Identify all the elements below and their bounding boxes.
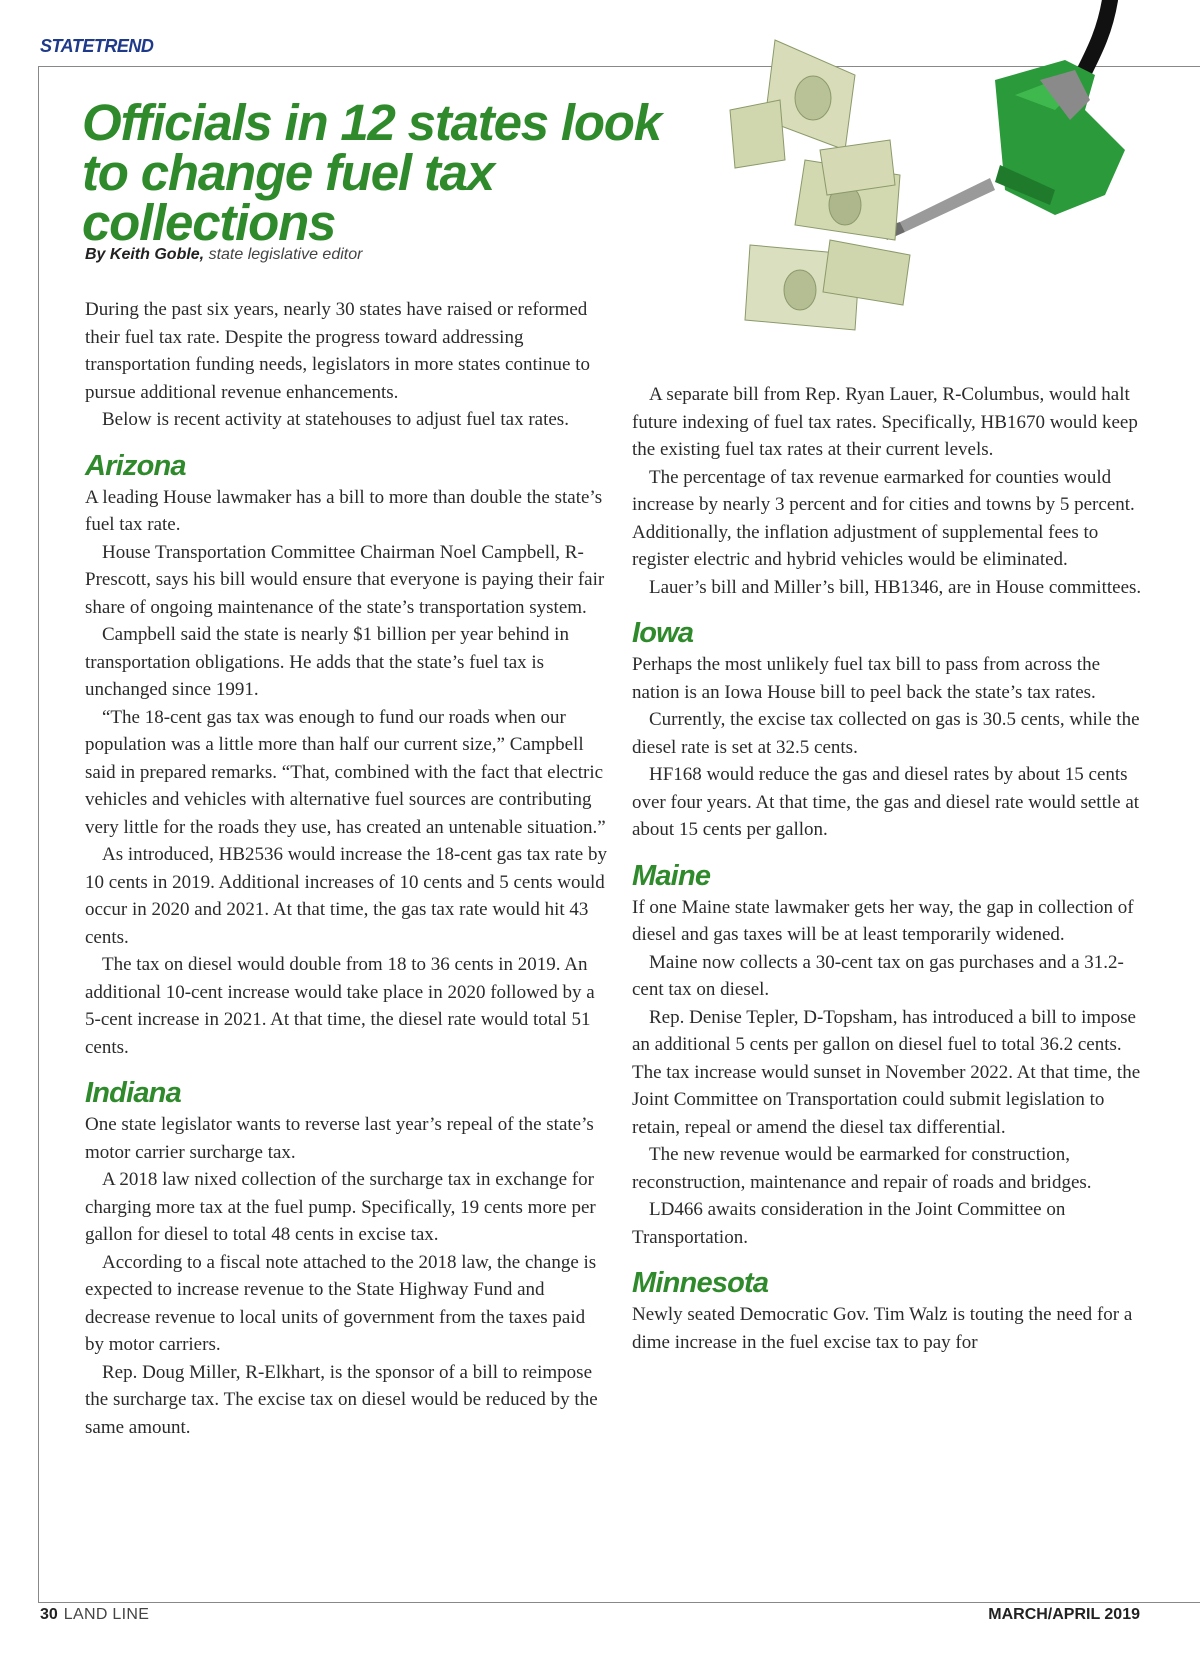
article-column-left [85, 296, 607, 1441]
fuel-nozzle-money-illustration [655, 0, 1200, 370]
body-paragraph: The percentage of tax revenue earmarked for counties would increase by nearly 3 percent and for cities and towns by 5 percent. Additionally, the inflation adjustment of supplemental fees to register electric and hybrid vehicles would be eliminated. [632, 466, 1135, 570]
body-paragraph: HF168 would reduce the gas and diesel rates by about 15 cents over four years. At that time, the gas and diesel rate would settle at about 15 cents per gallon. [632, 764, 1140, 840]
intro-paragraph: Below is recent activity at statehouses to adjust fuel tax rates. [102, 409, 569, 430]
headline-line-1: Officials in 12 states look [82, 94, 661, 151]
body-paragraph: A separate bill from Rep. Ryan Lauer, R-Columbus, would halt future indexing of fuel tax rates. Specifically, HB1670 would keep the existing fuel tax rates at their current levels. [632, 384, 1138, 460]
frame-rule-bottom [38, 1602, 1200, 1603]
body-paragraph: A 2018 law nixed collection of the surcharge tax in exchange for charging more tax at the fuel pump. Specifically, 19 cents more per gallon for diesel to total 48 cents in excise tax. [85, 1169, 596, 1245]
byline-role: state legislative editor [208, 246, 363, 263]
section-heading-iowa: Iowa [632, 617, 694, 649]
frame-rule-left [38, 66, 39, 1602]
headline-line-2: to change fuel tax collections [82, 144, 494, 251]
byline-author: By Keith Goble, [85, 246, 205, 263]
section-heading-indiana: Indiana [85, 1077, 181, 1109]
body-paragraph: Maine now collects a 30-cent tax on gas purchases and a 31.2-cent tax on diesel. [632, 951, 1124, 1000]
footer-folio [40, 1606, 149, 1624]
body-paragraph: If one Maine state lawmaker gets her way, the gap in collection of diesel and gas taxes will be at least temporarily widened. [632, 896, 1134, 945]
section-heading-minnesota: Minnesota [632, 1267, 769, 1299]
issue-date: MARCH/APRIL 2019 [988, 1606, 1140, 1623]
page-number: 30 [40, 1606, 58, 1623]
section-heading-arizona: Arizona [85, 449, 186, 482]
body-paragraph: As introduced, HB2536 would increase the 18-cent gas tax rate by 10 cents in 2019. Additional increases of 10 cents and 5 cents would occur in 2020 and 2021. At that time, the gas tax rate would hit 43 cents. [85, 844, 607, 948]
body-paragraph: The new revenue would be earmarked for construction, reconstruction, maintenance and repair of roads and bridges. [632, 1144, 1092, 1193]
body-paragraph: LD466 awaits consideration in the Joint Committee on Transportation. [632, 1199, 1066, 1248]
body-paragraph: Rep. Denise Tepler, D-Topsham, has introduced a bill to impose an additional 5 cents per gallon on diesel fuel to total 36.2 cents. The tax increase would sunset in November 2022. At that time, the Joint Committee on Transportation could submit legislation to retain, repeal or amend the diesel tax differential. [632, 1006, 1141, 1138]
body-paragraph: Newly seated Democratic Gov. Tim Walz is touting the need for a dime increase in the fuel excise tax to pay for [632, 1304, 1133, 1353]
body-paragraph: A leading House lawmaker has a bill to more than double the state’s fuel tax rate. [85, 486, 603, 535]
body-paragraph: “The 18-cent gas tax was enough to fund our roads when our population was a little more than half our current size,” Campbell said in prepared remarks. “That, combined with the fact that electric vehicles and vehicles with alternative fuel sources are contributing very little for the roads they use, has created an untenable situation.” [85, 706, 606, 838]
body-paragraph: One state legislator wants to reverse last year’s repeal of the state’s motor carrier surcharge tax. [85, 1114, 594, 1163]
byline [85, 246, 362, 264]
section-kicker: STATETREND [40, 36, 154, 56]
body-paragraph: The tax on diesel would double from 18 to 36 cents in 2019. An additional 10-cent increase would take place in 2020 followed by a 5-cent increase in 2021. At that time, the diesel rate would total 51 cents. [85, 954, 595, 1058]
magazine-name: LAND LINE [63, 1606, 150, 1623]
page-title [82, 94, 702, 251]
body-paragraph: Perhaps the most unlikely fuel tax bill to pass from across the nation is an Iowa House bill to peel back the state’s tax rates. [632, 654, 1101, 703]
body-paragraph: According to a fiscal note attached to the 2018 law, the change is expected to increase revenue to the State Highway Fund and decrease revenue to local units of government from the taxes paid by motor carriers. [85, 1251, 597, 1355]
body-paragraph: Campbell said the state is nearly $1 billion per year behind in transportation obligations. He adds that the state’s fuel tax is unchanged since 1991. [85, 624, 569, 700]
intro-paragraph: During the past six years, nearly 30 states have raised or reformed their fuel tax rate. Despite the progress toward addressing transportation funding needs, legislators in more states continue to pursue additional revenue enhancements. [85, 299, 590, 403]
body-paragraph: Lauer’s bill and Miller’s bill, HB1346, are in House committees. [649, 576, 1142, 598]
body-paragraph: Currently, the excise tax collected on gas is 30.5 cents, while the diesel rate is set at 32.5 cents. [632, 709, 1140, 758]
article-column-right [632, 381, 1150, 1356]
body-paragraph: House Transportation Committee Chairman Noel Campbell, R-Prescott, says his bill would ensure that everyone is paying their fair share of ongoing maintenance of the state’s transportation system. [85, 541, 605, 618]
section-heading-maine: Maine [632, 859, 711, 892]
body-paragraph: Rep. Doug Miller, R-Elkhart, is the sponsor of a bill to reimpose the surcharge tax. The excise tax on diesel would be reduced by the same amount. [85, 1361, 598, 1438]
